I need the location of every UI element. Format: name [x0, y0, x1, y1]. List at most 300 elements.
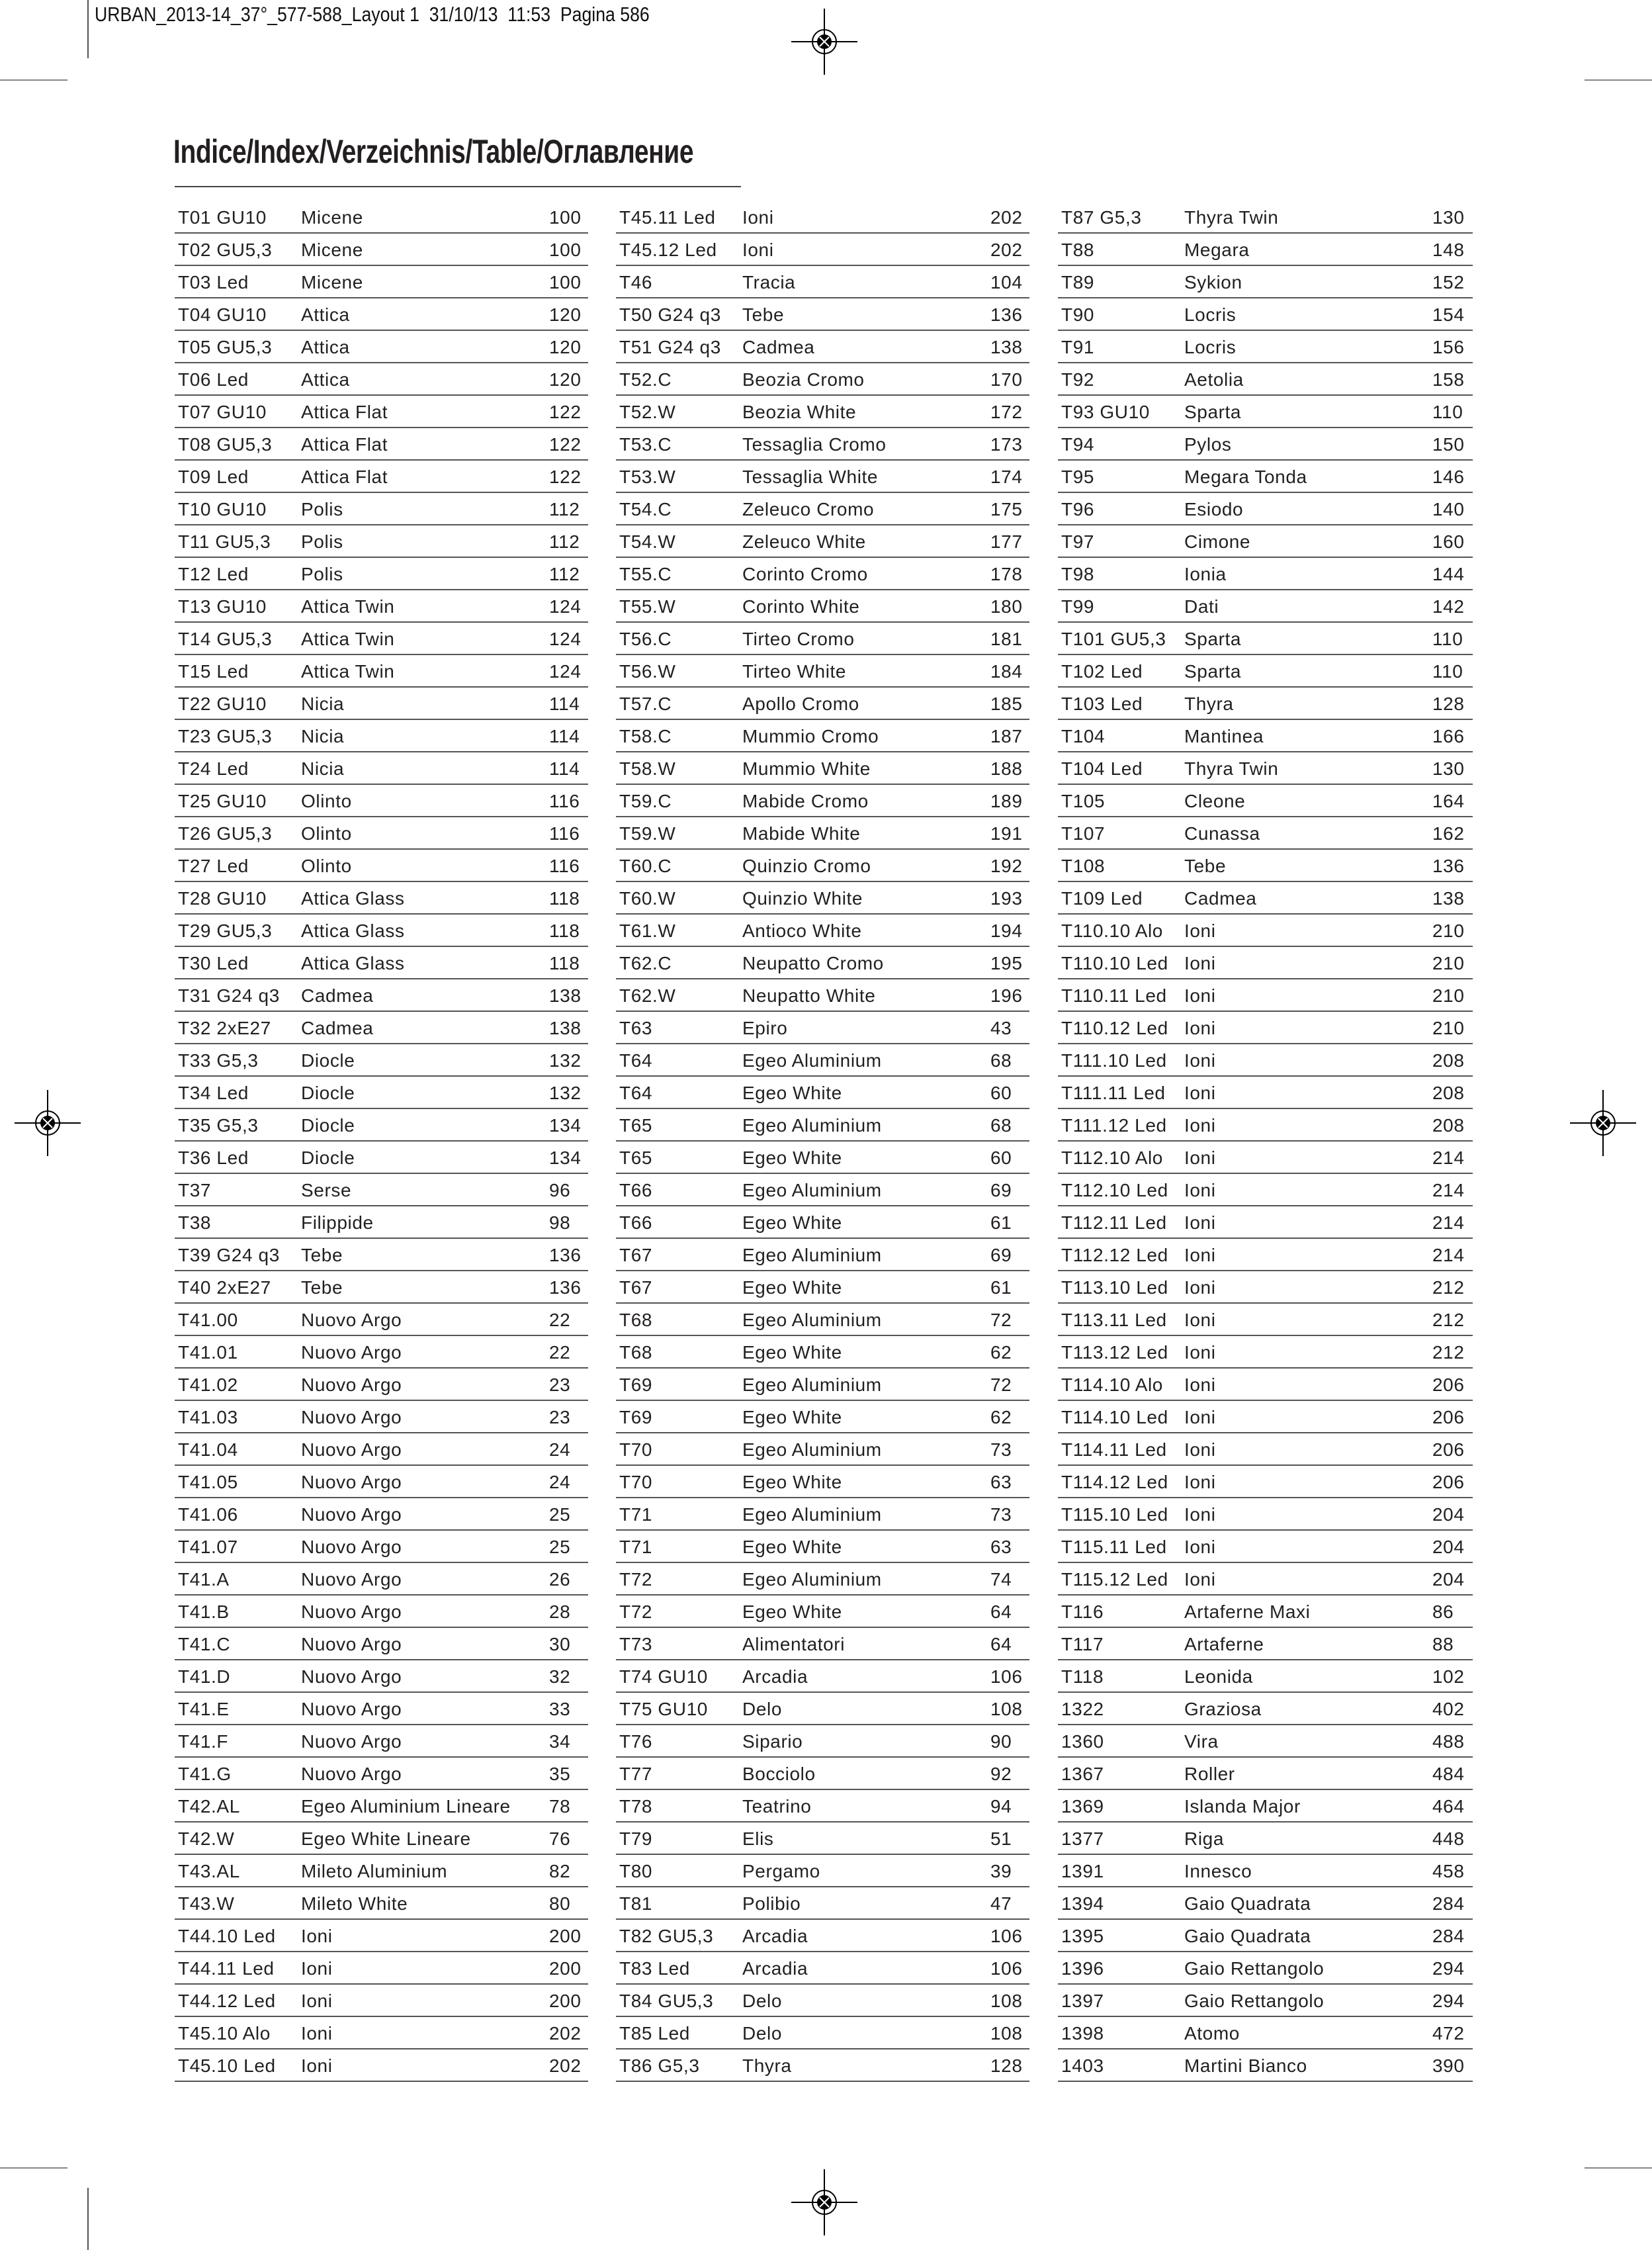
- product-code: T30 Led: [178, 953, 249, 973]
- product-code: T104: [1061, 726, 1106, 746]
- index-row: [175, 1142, 588, 1174]
- index-row: [616, 1563, 1029, 1596]
- product-name: Attica Flat: [301, 467, 388, 487]
- page-number: 116: [549, 823, 580, 844]
- index-row: [1058, 720, 1473, 752]
- page-number: 196: [990, 985, 1023, 1006]
- page-number: 202: [549, 2023, 582, 2044]
- page-number: 94: [990, 1796, 1012, 1817]
- print-slug: URBAN_2013-14_37°_577-588_Layout 1 31/10/13 11:53 Pagina 586: [95, 3, 650, 26]
- product-name: Egeo Aluminium: [742, 1050, 882, 1071]
- product-code: T41.B: [178, 1601, 230, 1622]
- index-row: [175, 558, 588, 590]
- index-row: [1058, 623, 1473, 655]
- page-number: 124: [549, 629, 582, 649]
- product-name: Egeo Aluminium: [742, 1374, 882, 1395]
- page-number: 118: [549, 888, 580, 909]
- index-row: [1058, 1855, 1473, 1887]
- product-name: Micene: [301, 272, 363, 292]
- product-name: Ioni: [1184, 1083, 1216, 1103]
- index-row: [616, 1044, 1029, 1077]
- product-name: Ioni: [1184, 1407, 1216, 1427]
- product-name: Nuovo Argo: [301, 1439, 402, 1460]
- index-row: [616, 266, 1029, 298]
- product-name: Ioni: [742, 240, 774, 260]
- product-name: Nuovo Argo: [301, 1569, 402, 1590]
- page-number: 128: [1432, 694, 1465, 714]
- page-number: 108: [990, 1699, 1023, 1719]
- product-name: Riga: [1184, 1828, 1224, 1849]
- product-name: Mileto Aluminium: [301, 1861, 448, 1881]
- product-code: T115.12 Led: [1061, 1569, 1168, 1590]
- page-number: 136: [1432, 856, 1465, 876]
- index-row: [175, 525, 588, 558]
- index-row: [1058, 817, 1473, 850]
- page-number: 114: [549, 694, 580, 714]
- product-name: Tessaglia White: [742, 467, 879, 487]
- page-number: 62: [990, 1342, 1012, 1363]
- product-code: T27 Led: [178, 856, 249, 876]
- product-name: Thyra: [742, 2055, 792, 2076]
- product-code: 1403: [1061, 2055, 1104, 2076]
- product-code: 1398: [1061, 2023, 1104, 2044]
- product-name: Thyra Twin: [1184, 758, 1279, 779]
- page-number: 25: [549, 1504, 571, 1525]
- page-number: 102: [1432, 1666, 1465, 1687]
- index-row: [175, 1596, 588, 1628]
- page-number: 63: [990, 1537, 1012, 1557]
- product-name: Apollo Cromo: [742, 694, 859, 714]
- index-row: [616, 1369, 1029, 1401]
- index-row: [616, 201, 1029, 234]
- product-code: T75 GU10: [619, 1699, 708, 1719]
- product-name: Serse: [301, 1180, 352, 1200]
- product-code: T58.C: [619, 726, 672, 746]
- product-code: T22 GU10: [178, 694, 267, 714]
- product-code: T101 GU5,3: [1061, 629, 1166, 649]
- page-number: 39: [990, 1861, 1012, 1881]
- page-number: 120: [549, 337, 582, 357]
- product-code: T10 GU10: [178, 499, 267, 519]
- page-number: 62: [990, 1407, 1012, 1427]
- product-name: Locris: [1184, 304, 1237, 325]
- product-name: Tebe: [301, 1277, 343, 1298]
- page-number: 488: [1432, 1731, 1465, 1752]
- index-row: [1058, 1433, 1473, 1466]
- product-name: Egeo Aluminium: [742, 1439, 882, 1460]
- index-row: [616, 1822, 1029, 1855]
- product-name: Egeo Aluminium Lineare: [301, 1796, 511, 1817]
- page-number: 214: [1432, 1180, 1465, 1200]
- product-name: Ioni: [1184, 1342, 1216, 1363]
- product-name: Nuovo Argo: [301, 1537, 402, 1557]
- product-code: T90: [1061, 304, 1095, 325]
- index-row: [616, 1077, 1029, 1109]
- product-code: T42.AL: [178, 1796, 240, 1817]
- product-code: T41.F: [178, 1731, 229, 1752]
- page-number: 146: [1432, 467, 1465, 487]
- index-row: [616, 785, 1029, 817]
- index-row: [1058, 1952, 1473, 1985]
- page-number: 180: [990, 596, 1023, 617]
- page-number: 458: [1432, 1861, 1465, 1881]
- product-code: T84 GU5,3: [619, 1991, 714, 2011]
- index-row: [1058, 1466, 1473, 1498]
- page-number: 212: [1432, 1342, 1465, 1363]
- product-name: Tracia: [742, 272, 796, 292]
- product-code: 1394: [1061, 1893, 1104, 1914]
- product-code: T32 2xE27: [178, 1018, 271, 1038]
- index-row: [616, 1887, 1029, 1920]
- index-row: [616, 1855, 1029, 1887]
- index-row: [1058, 850, 1473, 882]
- page-number: 136: [549, 1277, 582, 1298]
- product-name: Beozia White: [742, 402, 857, 422]
- product-name: Pergamo: [742, 1861, 820, 1881]
- index-row: [175, 493, 588, 525]
- page-number: 132: [549, 1083, 582, 1103]
- page-number: 206: [1432, 1472, 1465, 1492]
- index-row: [175, 428, 588, 461]
- product-name: Zeleuco Cromo: [742, 499, 875, 519]
- product-code: T70: [619, 1472, 653, 1492]
- index-row: [175, 1758, 588, 1790]
- product-name: Cunassa: [1184, 823, 1260, 844]
- product-name: Gaio Quadrata: [1184, 1926, 1311, 1946]
- product-name: Nuovo Argo: [301, 1310, 402, 1330]
- index-row: [616, 655, 1029, 688]
- product-name: Egeo White: [742, 1407, 842, 1427]
- product-name: Ioni: [301, 1991, 333, 2011]
- product-name: Egeo White Lineare: [301, 1828, 471, 1849]
- index-row: [1058, 493, 1473, 525]
- page-number: 124: [549, 596, 582, 617]
- product-name: Ioni: [742, 207, 774, 228]
- page-number: 86: [1432, 1601, 1454, 1622]
- product-name: Quinzio Cromo: [742, 856, 871, 876]
- page-number: 214: [1432, 1245, 1465, 1265]
- index-row: [616, 1498, 1029, 1531]
- product-code: T82 GU5,3: [619, 1926, 714, 1946]
- index-row: [1058, 915, 1473, 947]
- product-name: Egeo White: [742, 1083, 842, 1103]
- product-code: T29 GU5,3: [178, 921, 273, 941]
- product-name: Mantinea: [1184, 726, 1264, 746]
- index-row: [175, 1498, 588, 1531]
- product-name: Thyra: [1184, 694, 1234, 714]
- index-row: [1058, 1401, 1473, 1433]
- crop-mark: [87, 0, 89, 58]
- product-name: Nuovo Argo: [301, 1731, 402, 1752]
- index-row: [175, 1952, 588, 1985]
- index-row: [616, 1790, 1029, 1822]
- product-name: Polibio: [742, 1893, 801, 1914]
- page-number: 158: [1432, 369, 1465, 390]
- product-code: T28 GU10: [178, 888, 267, 909]
- product-code: T59.C: [619, 791, 672, 811]
- index-row: [1058, 558, 1473, 590]
- index-row: [175, 1628, 588, 1660]
- page-number: 108: [990, 2023, 1023, 2044]
- product-code: T11 GU5,3: [178, 531, 271, 552]
- product-code: T41.04: [178, 1439, 238, 1460]
- product-name: Egeo Aluminium: [742, 1180, 882, 1200]
- registration-mark-icon: [791, 9, 857, 75]
- page-number: 60: [990, 1148, 1012, 1168]
- product-code: T43.AL: [178, 1861, 240, 1881]
- page-number: 122: [549, 402, 582, 422]
- product-name: Attica Flat: [301, 402, 388, 422]
- page-number: 210: [1432, 985, 1465, 1006]
- index-row: [175, 266, 588, 298]
- page-number: 192: [990, 856, 1023, 876]
- product-name: Sparta: [1184, 402, 1242, 422]
- product-code: T71: [619, 1504, 653, 1525]
- page-number: 204: [1432, 1569, 1465, 1590]
- page-number: 140: [1432, 499, 1465, 519]
- index-row: [175, 201, 588, 234]
- page-number: 138: [549, 985, 582, 1006]
- index-row: [1058, 1077, 1473, 1109]
- index-row: [1058, 590, 1473, 623]
- product-name: Cadmea: [301, 985, 374, 1006]
- page-number: 210: [1432, 1018, 1465, 1038]
- product-code: T61.W: [619, 921, 676, 941]
- product-code: T114.11 Led: [1061, 1439, 1167, 1460]
- product-name: Ioni: [1184, 1569, 1216, 1590]
- product-code: T41.A: [178, 1569, 230, 1590]
- index-row: [1058, 655, 1473, 688]
- page-number: 76: [549, 1828, 571, 1849]
- product-code: T99: [1061, 596, 1095, 617]
- index-row: [175, 1433, 588, 1466]
- page-number: 402: [1432, 1699, 1465, 1719]
- product-name: Diocle: [301, 1148, 355, 1168]
- index-row: [1058, 752, 1473, 785]
- product-code: T69: [619, 1374, 653, 1395]
- index-row: [1058, 1563, 1473, 1596]
- product-code: T112.10 Led: [1061, 1180, 1168, 1200]
- product-code: T91: [1061, 337, 1095, 357]
- product-code: T108: [1061, 856, 1106, 876]
- page-number: 195: [990, 953, 1023, 973]
- page-number: 30: [549, 1634, 571, 1654]
- index-row: [175, 979, 588, 1012]
- page-number: 88: [1432, 1634, 1454, 1654]
- product-name: Nuovo Argo: [301, 1764, 402, 1784]
- product-name: Olinto: [301, 856, 352, 876]
- index-row: [616, 688, 1029, 720]
- index-row: [175, 1044, 588, 1077]
- index-row: [175, 1725, 588, 1758]
- index-row: [175, 752, 588, 785]
- product-code: T64: [619, 1050, 653, 1071]
- index-row: [616, 752, 1029, 785]
- index-row: [616, 1628, 1029, 1660]
- product-code: T42.W: [178, 1828, 235, 1849]
- page-number: 61: [990, 1212, 1012, 1233]
- product-name: Nicia: [301, 694, 345, 714]
- page-number: 212: [1432, 1310, 1465, 1330]
- index-row: [616, 882, 1029, 915]
- product-code: T66: [619, 1212, 653, 1233]
- product-name: Vira: [1184, 1731, 1219, 1752]
- product-code: T88: [1061, 240, 1095, 260]
- index-row: [1058, 1822, 1473, 1855]
- product-name: Egeo White: [742, 1277, 842, 1298]
- page-number: 178: [990, 564, 1023, 584]
- page-number: 136: [549, 1245, 582, 1265]
- product-name: Mummio White: [742, 758, 871, 779]
- page-number: 173: [990, 434, 1023, 455]
- product-code: T73: [619, 1634, 653, 1654]
- product-name: Diocle: [301, 1050, 355, 1071]
- title-divider: [175, 186, 741, 187]
- index-row: [175, 363, 588, 396]
- product-code: T110.11 Led: [1061, 985, 1167, 1006]
- index-row: [1058, 1304, 1473, 1336]
- page-number: 112: [549, 564, 580, 584]
- page-title: Indice/Index/Verzeichnis/Table/Оглавление: [173, 133, 694, 170]
- index-row: [1058, 1044, 1473, 1077]
- index-row: [616, 1725, 1029, 1758]
- page-number: 104: [990, 272, 1023, 292]
- index-row: [175, 1920, 588, 1952]
- page-number: 63: [990, 1472, 1012, 1492]
- product-code: T40 2xE27: [178, 1277, 271, 1298]
- crop-mark: [1585, 2167, 1652, 2169]
- index-row: [1058, 1790, 1473, 1822]
- index-row: [616, 363, 1029, 396]
- page-number: 134: [549, 1115, 582, 1136]
- index-row: [1058, 525, 1473, 558]
- page-number: 34: [549, 1731, 571, 1752]
- product-code: T71: [619, 1537, 653, 1557]
- product-code: T111.10 Led: [1061, 1050, 1167, 1071]
- page-number: 187: [990, 726, 1023, 746]
- product-code: T63: [619, 1018, 653, 1038]
- page-number: 136: [990, 304, 1023, 325]
- page-number: 60: [990, 1083, 1012, 1103]
- page-number: 110: [1432, 661, 1463, 682]
- product-code: T25 GU10: [178, 791, 267, 811]
- product-name: Ioni: [1184, 1050, 1216, 1071]
- index-row: [1058, 1985, 1473, 2017]
- index-row: [175, 1563, 588, 1596]
- index-row: [175, 1369, 588, 1401]
- index-row: [175, 688, 588, 720]
- page-number: 214: [1432, 1148, 1465, 1168]
- product-code: T45.10 Alo: [178, 2023, 271, 2044]
- product-code: T36 Led: [178, 1148, 249, 1168]
- product-name: Diocle: [301, 1115, 355, 1136]
- product-name: Tirteo White: [742, 661, 847, 682]
- page-number: 214: [1432, 1212, 1465, 1233]
- product-name: Attica Flat: [301, 434, 388, 455]
- index-row: [175, 1012, 588, 1044]
- page-number: 448: [1432, 1828, 1465, 1849]
- product-name: Ioni: [1184, 1439, 1216, 1460]
- product-code: T115.11 Led: [1061, 1537, 1167, 1557]
- index-row: [1058, 428, 1473, 461]
- product-code: T41.G: [178, 1764, 232, 1784]
- product-name: Neupatto White: [742, 985, 876, 1006]
- index-row: [1058, 1336, 1473, 1369]
- product-code: T55.C: [619, 564, 672, 584]
- index-row: [175, 1401, 588, 1433]
- product-code: T54.C: [619, 499, 672, 519]
- product-name: Mummio Cromo: [742, 726, 879, 746]
- product-code: T06 Led: [178, 369, 249, 390]
- page-number: 284: [1432, 1926, 1465, 1946]
- page-number: 124: [549, 661, 582, 682]
- product-name: Dati: [1184, 596, 1219, 617]
- page-number: 22: [549, 1310, 571, 1330]
- crop-mark: [0, 79, 67, 81]
- product-code: T111.12 Led: [1061, 1115, 1167, 1136]
- index-row: [175, 590, 588, 623]
- product-name: Filippide: [301, 1212, 374, 1233]
- index-row: [175, 1077, 588, 1109]
- index-row: [175, 331, 588, 363]
- page-number: 22: [549, 1342, 571, 1363]
- page-number: 68: [990, 1050, 1012, 1071]
- product-code: T13 GU10: [178, 596, 267, 617]
- product-name: Artaferne: [1184, 1634, 1264, 1654]
- product-code: T110.10 Alo: [1061, 921, 1163, 941]
- product-name: Teatrino: [742, 1796, 812, 1817]
- product-name: Aetolia: [1184, 369, 1244, 390]
- index-row: [616, 1336, 1029, 1369]
- index-row: [175, 1887, 588, 1920]
- index-row: [1058, 1239, 1473, 1271]
- product-name: Attica: [301, 369, 350, 390]
- product-code: 1396: [1061, 1958, 1104, 1979]
- product-code: T110.10 Led: [1061, 953, 1168, 973]
- product-name: Egeo White: [742, 1148, 842, 1168]
- product-name: Egeo Aluminium: [742, 1115, 882, 1136]
- page-number: 194: [990, 921, 1023, 941]
- page-number: 200: [549, 1958, 582, 1979]
- product-name: Alimentatori: [742, 1634, 846, 1654]
- product-code: T31 G24 q3: [178, 985, 280, 1006]
- product-name: Diocle: [301, 1083, 355, 1103]
- index-row: [1058, 234, 1473, 266]
- product-code: T46: [619, 272, 653, 292]
- index-row: [1058, 1596, 1473, 1628]
- product-code: T39 G24 q3: [178, 1245, 280, 1265]
- page-number: 174: [990, 467, 1023, 487]
- product-name: Graziosa: [1184, 1699, 1262, 1719]
- product-code: T65: [619, 1148, 653, 1168]
- page-number: 116: [549, 791, 580, 811]
- page-number: 24: [549, 1439, 571, 1460]
- product-code: T54.W: [619, 531, 676, 552]
- index-row: [1058, 1174, 1473, 1206]
- product-code: T58.W: [619, 758, 676, 779]
- product-code: T15 Led: [178, 661, 249, 682]
- product-code: T45.12 Led: [619, 240, 717, 260]
- product-code: T33 G5,3: [178, 1050, 259, 1071]
- product-code: T41.00: [178, 1310, 238, 1330]
- product-code: T93 GU10: [1061, 402, 1150, 422]
- product-code: T53.W: [619, 467, 676, 487]
- product-code: T89: [1061, 272, 1095, 292]
- page-number: 200: [549, 1991, 582, 2011]
- product-name: Attica: [301, 337, 350, 357]
- index-row: [175, 1174, 588, 1206]
- page-number: 294: [1432, 1991, 1465, 2011]
